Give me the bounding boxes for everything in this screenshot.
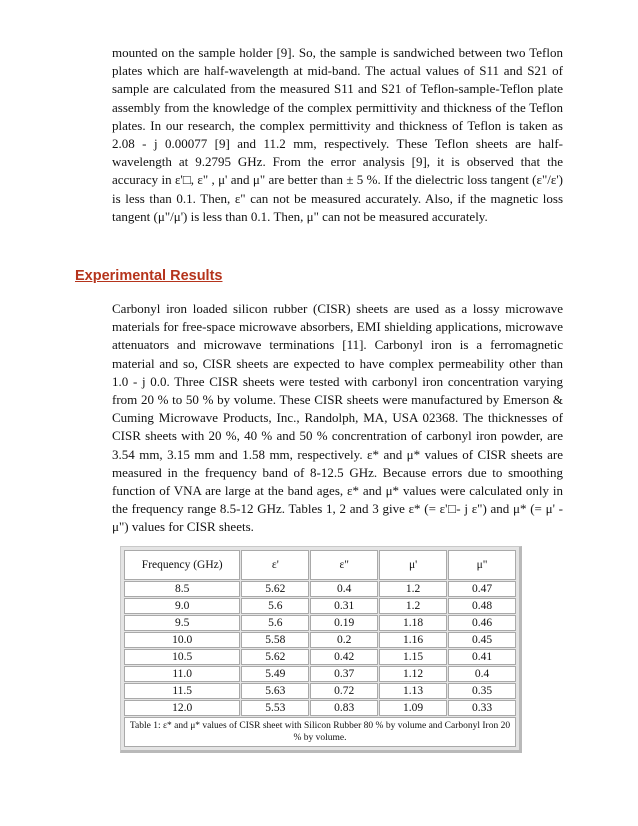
- table-cell: 1.12: [379, 666, 447, 682]
- table-cell: 12.0: [124, 700, 240, 716]
- table-cell: 1.13: [379, 683, 447, 699]
- table-cell: 11.5: [124, 683, 240, 699]
- table-cell: 5.63: [241, 683, 309, 699]
- table-cell: 9.0: [124, 598, 240, 614]
- table-cell: 5.6: [241, 615, 309, 631]
- table-cell: 5.58: [241, 632, 309, 648]
- table-cell: 5.53: [241, 700, 309, 716]
- column-header: ε": [310, 550, 378, 580]
- column-header: ε': [241, 550, 309, 580]
- table-cell: 5.49: [241, 666, 309, 682]
- table-cell: 11.0: [124, 666, 240, 682]
- table-row: [124, 700, 516, 716]
- table-cell: 10.0: [124, 632, 240, 648]
- table-cell: 5.62: [241, 581, 309, 597]
- table-cell: 1.18: [379, 615, 447, 631]
- paragraph-experimental-results: [112, 300, 563, 537]
- table-cell: 1.16: [379, 632, 447, 648]
- table-cell: 0.4: [448, 666, 516, 682]
- table-cell: 0.37: [310, 666, 378, 682]
- table-cell: 0.2: [310, 632, 378, 648]
- table-cell: 8.5: [124, 581, 240, 597]
- table-cell: 0.48: [448, 598, 516, 614]
- paragraph-text: mounted on the sample holder [9]. So, the sample is sandwiched between two Teflon plates which are half-wavelength at mid-band. The actual values of S11 and S21 of sample are calculated from the measured S11 and S21 of Teflon-sample-Teflon plate assembly from the knowledge of the complex permittivity and thickness of the Teflon plates. In our research, the complex permittivity and thickness of Teflon is taken as 2.08 - j 0.00077 [9] and 11.2 mm, respectively. These Teflon sheets are half-wavelength at 9.2795 GHz. From the error analysis [9], it is observed that the accuracy in ε'□, ε" , μ' and μ" are better than ± 5 %. If the dielectric loss tangent (ε"/ε') is less than 0.1. Then, ε" can not be measured accurately. Also, if the magnetic loss tangent (μ"/μ') is less than 0.1. Then, μ" can not be measured accurately.: [112, 45, 563, 224]
- table-cell: 1.09: [379, 700, 447, 716]
- table-cell: 0.35: [448, 683, 516, 699]
- table-cell: 0.45: [448, 632, 516, 648]
- table-caption: Table 1: ε* and μ* values of CISR sheet with Silicon Rubber 80 % by volume and Carbonyl Iron 20 % by volume.: [124, 717, 516, 747]
- table-cell: 0.33: [448, 700, 516, 716]
- paragraph-text: Carbonyl iron loaded silicon rubber (CISR) sheets are used as a lossy microwave materials for free-space microwave absorbers, EMI shielding applications, microwave attenuators and microwave terminations [11]. Carbonyl iron is a ferromagnetic material and so, CISR sheets are expected to have complex permeability other than 1.0 - j 0.0. Three CISR sheets were tested with carbonyl iron concentration varying from 20 % to 50 % by volume. These CISR sheets were manufactured by Emerson & Cuming Microwave Products, Inc., Randolph, MA, USA 02368. The thicknesses of CISR sheets with 20 %, 40 % and 50 % concrentration of carbonyl iron powder, are 3.54 mm, 3.15 mm and 1.58 mm, respectively. ε* and μ* values of CISR sheets are measured in the frequency band of 8-12.5 GHz. Because errors due to smoothing function of VNA are large at the band ages, ε* and μ* values were calculated only in the frequency range 8.5-12 GHz. Tables 1, 2 and 3 give ε* (= ε'□- j ε") and μ* (= μ' - μ") values for CISR sheets.: [112, 301, 563, 535]
- table-cell: 10.5: [124, 649, 240, 665]
- paragraph-measurement-method: [112, 44, 563, 226]
- table-row: [124, 581, 516, 597]
- table-cell: 0.31: [310, 598, 378, 614]
- column-header: μ': [379, 550, 447, 580]
- table-cell: 9.5: [124, 615, 240, 631]
- table-cell: 1.15: [379, 649, 447, 665]
- table-cell: 0.41: [448, 649, 516, 665]
- data-table: [123, 549, 517, 748]
- table-row: [124, 649, 516, 665]
- table-row: [124, 615, 516, 631]
- column-header: Frequency (GHz): [124, 550, 240, 580]
- table-row: [124, 666, 516, 682]
- data-table-container: [120, 546, 522, 753]
- table-cell: 1.2: [379, 598, 447, 614]
- table-cell: 0.46: [448, 615, 516, 631]
- table-caption-row: [124, 717, 516, 747]
- table-row: [124, 598, 516, 614]
- table-cell: 0.72: [310, 683, 378, 699]
- table-cell: 1.2: [379, 581, 447, 597]
- table-row: [124, 632, 516, 648]
- section-heading: Experimental Results: [75, 268, 223, 284]
- table-header-row: [124, 550, 516, 580]
- table-cell: 5.6: [241, 598, 309, 614]
- column-header: μ": [448, 550, 516, 580]
- table-cell: 0.19: [310, 615, 378, 631]
- table-cell: 5.62: [241, 649, 309, 665]
- table-cell: 0.47: [448, 581, 516, 597]
- table-row: [124, 683, 516, 699]
- table-cell: 0.4: [310, 581, 378, 597]
- table-cell: 0.42: [310, 649, 378, 665]
- table-cell: 0.83: [310, 700, 378, 716]
